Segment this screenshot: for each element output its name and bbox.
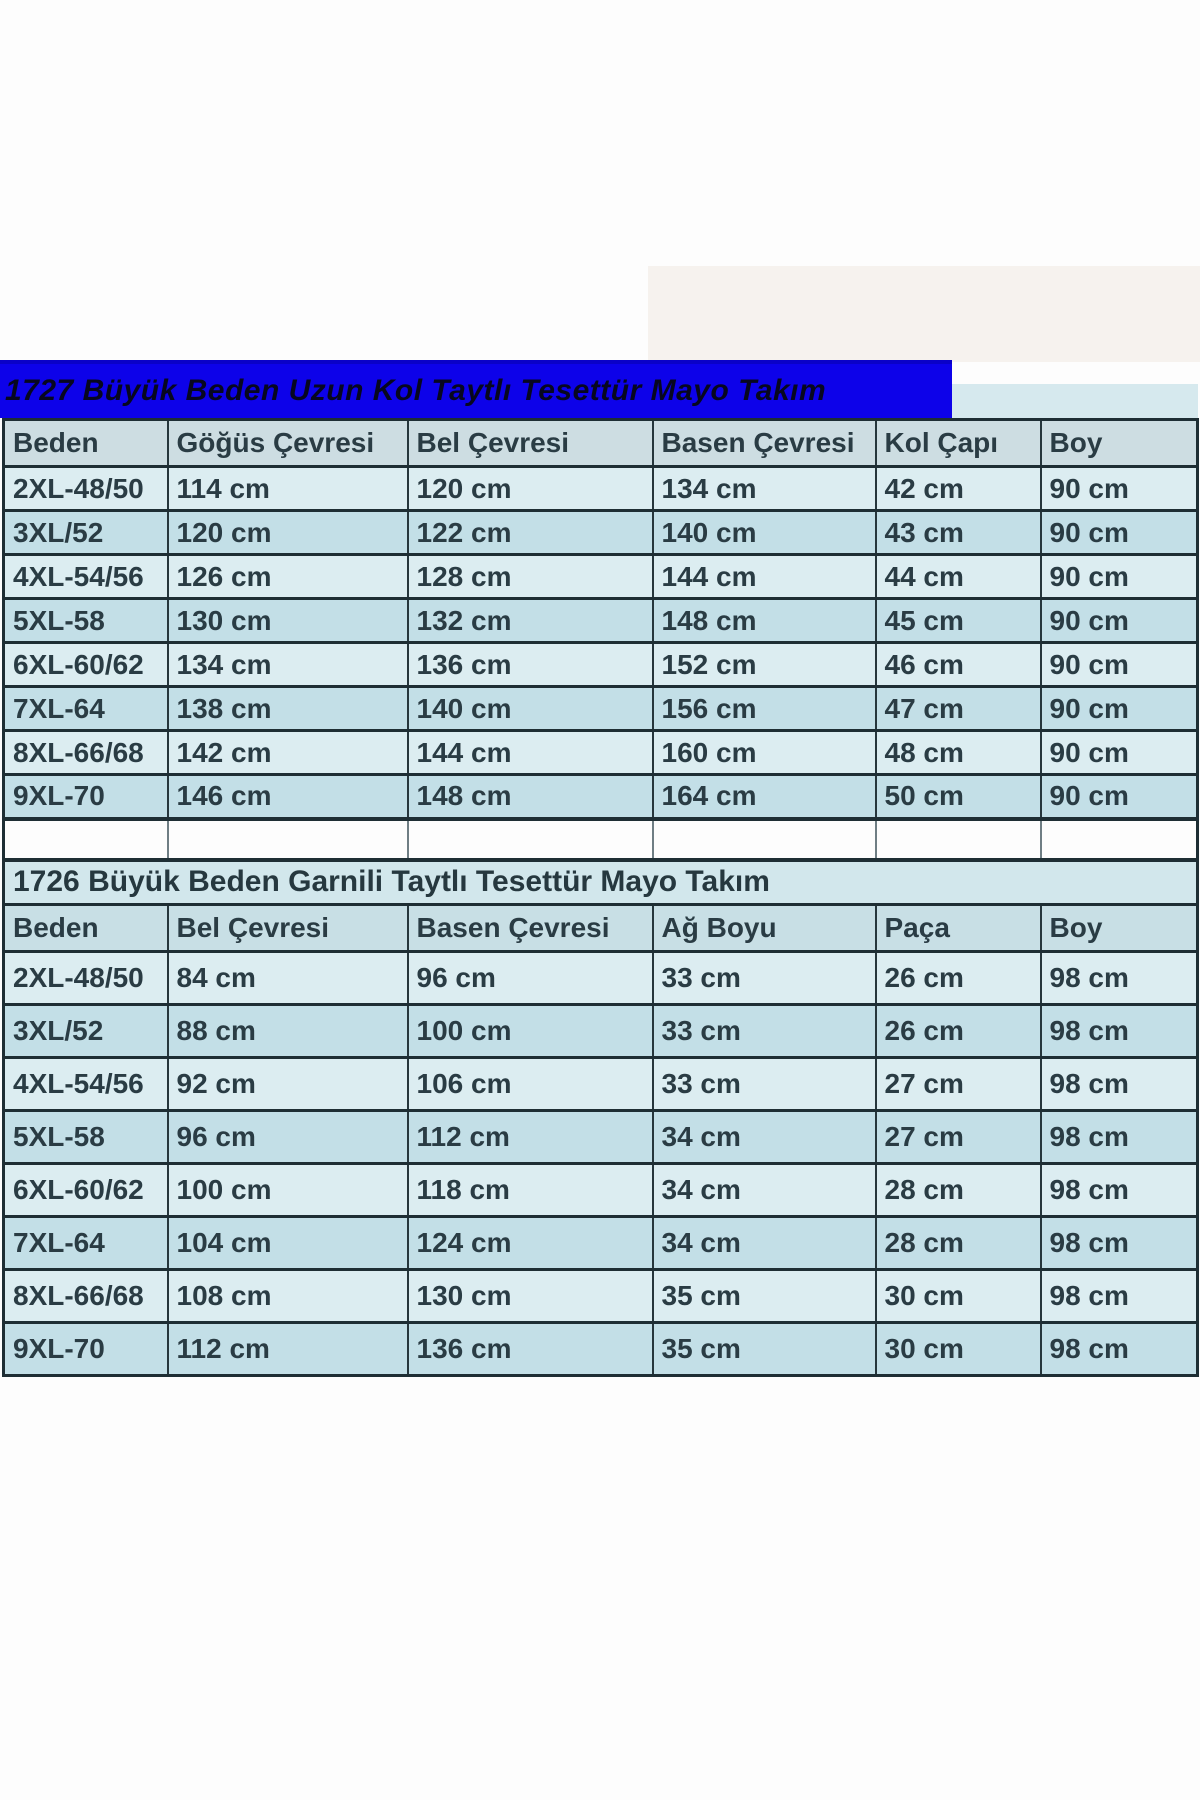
spacer-cell	[653, 819, 876, 860]
measurement-cell: 118 cm	[408, 1164, 653, 1217]
measurement-cell: 34 cm	[653, 1111, 876, 1164]
measurement-cell: 132 cm	[408, 599, 653, 643]
measurement-cell: 138 cm	[168, 687, 408, 731]
table2-row	[4, 952, 1198, 1005]
table2-column-header: Boy	[1041, 905, 1198, 952]
measurement-cell: 148 cm	[408, 775, 653, 819]
measurement-cell: 90 cm	[1041, 599, 1198, 643]
measurement-cell: 152 cm	[653, 643, 876, 687]
measurement-cell: 126 cm	[168, 555, 408, 599]
table2-row	[4, 1058, 1198, 1111]
size-label-cell: 5XL-58	[4, 599, 168, 643]
measurement-cell: 164 cm	[653, 775, 876, 819]
size-label-cell: 4XL-54/56	[4, 1058, 168, 1111]
measurement-cell: 43 cm	[876, 511, 1041, 555]
measurement-cell: 98 cm	[1041, 1217, 1198, 1270]
table1-column-header: Kol Çapı	[876, 420, 1041, 467]
measurement-cell: 140 cm	[408, 687, 653, 731]
measurement-cell: 96 cm	[408, 952, 653, 1005]
table2-title-row	[4, 860, 1198, 905]
table2-title: 1726 Büyük Beden Garnili Taytlı Tesettür Mayo Takım	[4, 860, 1198, 905]
table1-row	[4, 555, 1198, 599]
size-label-cell: 7XL-64	[4, 1217, 168, 1270]
table1-row	[4, 775, 1198, 819]
measurement-cell: 44 cm	[876, 555, 1041, 599]
measurement-cell: 142 cm	[168, 731, 408, 775]
table2-column-header: Bel Çevresi	[168, 905, 408, 952]
size-label-cell: 6XL-60/62	[4, 1164, 168, 1217]
measurement-cell: 160 cm	[653, 731, 876, 775]
spacer-cell	[1041, 819, 1198, 860]
measurement-cell: 90 cm	[1041, 731, 1198, 775]
measurement-cell: 47 cm	[876, 687, 1041, 731]
measurement-cell: 98 cm	[1041, 952, 1198, 1005]
measurement-cell: 84 cm	[168, 952, 408, 1005]
table1-header-row	[4, 420, 1198, 467]
size-label-cell: 9XL-70	[4, 1323, 168, 1376]
measurement-cell: 42 cm	[876, 467, 1041, 511]
measurement-cell: 148 cm	[653, 599, 876, 643]
measurement-cell: 90 cm	[1041, 511, 1198, 555]
table2-column-header: Paça	[876, 905, 1041, 952]
measurement-cell: 120 cm	[168, 511, 408, 555]
measurement-cell: 146 cm	[168, 775, 408, 819]
size-label-cell: 2XL-48/50	[4, 952, 168, 1005]
measurement-cell: 28 cm	[876, 1164, 1041, 1217]
measurement-cell: 120 cm	[408, 467, 653, 511]
measurement-cell: 90 cm	[1041, 555, 1198, 599]
measurement-cell: 100 cm	[408, 1005, 653, 1058]
measurement-cell: 140 cm	[653, 511, 876, 555]
table1-row	[4, 731, 1198, 775]
measurement-cell: 33 cm	[653, 1058, 876, 1111]
table1-column-header: Bel Çevresi	[408, 420, 653, 467]
table1-title-banner	[0, 360, 952, 418]
measurement-cell: 136 cm	[408, 643, 653, 687]
measurement-cell: 108 cm	[168, 1270, 408, 1323]
table2-column-header: Ağ Boyu	[653, 905, 876, 952]
measurement-cell: 128 cm	[408, 555, 653, 599]
measurement-cell: 100 cm	[168, 1164, 408, 1217]
measurement-cell: 33 cm	[653, 952, 876, 1005]
measurement-cell: 35 cm	[653, 1323, 876, 1376]
table2-row	[4, 1111, 1198, 1164]
measurement-cell: 45 cm	[876, 599, 1041, 643]
measurement-cell: 130 cm	[168, 599, 408, 643]
table2-row	[4, 1217, 1198, 1270]
measurement-cell: 134 cm	[168, 643, 408, 687]
measurement-cell: 27 cm	[876, 1058, 1041, 1111]
table2-row	[4, 1164, 1198, 1217]
spacer-cell	[408, 819, 653, 860]
table1-title: 1727 Büyük Beden Uzun Kol Taytlı Tesettür Mayo Takım	[5, 374, 827, 407]
measurement-cell: 35 cm	[653, 1270, 876, 1323]
table1-column-header: Basen Çevresi	[653, 420, 876, 467]
spacer-row	[4, 819, 1198, 860]
measurement-cell: 33 cm	[653, 1005, 876, 1058]
table1-column-header: Beden	[4, 420, 168, 467]
measurement-cell: 98 cm	[1041, 1164, 1198, 1217]
table1-row	[4, 511, 1198, 555]
table2-header-row	[4, 905, 1198, 952]
size-label-cell: 3XL/52	[4, 1005, 168, 1058]
table1-row	[4, 643, 1198, 687]
size-label-cell: 6XL-60/62	[4, 643, 168, 687]
spacer-cell	[4, 819, 168, 860]
measurement-cell: 124 cm	[408, 1217, 653, 1270]
measurement-cell: 90 cm	[1041, 643, 1198, 687]
measurement-cell: 106 cm	[408, 1058, 653, 1111]
measurement-cell: 92 cm	[168, 1058, 408, 1111]
measurement-cell: 90 cm	[1041, 687, 1198, 731]
table2-row	[4, 1005, 1198, 1058]
measurement-cell: 34 cm	[653, 1164, 876, 1217]
measurement-cell: 26 cm	[876, 952, 1041, 1005]
measurement-cell: 98 cm	[1041, 1058, 1198, 1111]
table1-row	[4, 687, 1198, 731]
measurement-cell: 48 cm	[876, 731, 1041, 775]
size-chart-sheet	[0, 360, 1198, 1377]
measurement-cell: 156 cm	[653, 687, 876, 731]
table1-title-side-cell	[952, 384, 1198, 418]
size-label-cell: 7XL-64	[4, 687, 168, 731]
table2-row	[4, 1270, 1198, 1323]
measurement-cell: 114 cm	[168, 467, 408, 511]
size-tables	[2, 418, 1199, 1377]
measurement-cell: 98 cm	[1041, 1270, 1198, 1323]
measurement-cell: 46 cm	[876, 643, 1041, 687]
table1-title-row	[0, 360, 1198, 418]
table2-row	[4, 1323, 1198, 1376]
measurement-cell: 112 cm	[408, 1111, 653, 1164]
measurement-cell: 98 cm	[1041, 1111, 1198, 1164]
measurement-cell: 88 cm	[168, 1005, 408, 1058]
measurement-cell: 30 cm	[876, 1323, 1041, 1376]
table1-row	[4, 467, 1198, 511]
spacer-cell	[876, 819, 1041, 860]
background-tint	[648, 266, 1200, 362]
measurement-cell: 26 cm	[876, 1005, 1041, 1058]
size-label-cell: 3XL/52	[4, 511, 168, 555]
measurement-cell: 144 cm	[408, 731, 653, 775]
measurement-cell: 96 cm	[168, 1111, 408, 1164]
measurement-cell: 90 cm	[1041, 467, 1198, 511]
size-label-cell: 8XL-66/68	[4, 1270, 168, 1323]
measurement-cell: 130 cm	[408, 1270, 653, 1323]
size-label-cell: 4XL-54/56	[4, 555, 168, 599]
measurement-cell: 90 cm	[1041, 775, 1198, 819]
measurement-cell: 98 cm	[1041, 1005, 1198, 1058]
size-label-cell: 5XL-58	[4, 1111, 168, 1164]
measurement-cell: 122 cm	[408, 511, 653, 555]
spacer-cell	[168, 819, 408, 860]
measurement-cell: 50 cm	[876, 775, 1041, 819]
table1-column-header: Boy	[1041, 420, 1198, 467]
table1-row	[4, 599, 1198, 643]
measurement-cell: 98 cm	[1041, 1323, 1198, 1376]
table2-column-header: Basen Çevresi	[408, 905, 653, 952]
measurement-cell: 27 cm	[876, 1111, 1041, 1164]
size-label-cell: 2XL-48/50	[4, 467, 168, 511]
measurement-cell: 30 cm	[876, 1270, 1041, 1323]
measurement-cell: 136 cm	[408, 1323, 653, 1376]
measurement-cell: 134 cm	[653, 467, 876, 511]
measurement-cell: 28 cm	[876, 1217, 1041, 1270]
measurement-cell: 112 cm	[168, 1323, 408, 1376]
measurement-cell: 34 cm	[653, 1217, 876, 1270]
size-label-cell: 8XL-66/68	[4, 731, 168, 775]
table1-column-header: Göğüs Çevresi	[168, 420, 408, 467]
measurement-cell: 104 cm	[168, 1217, 408, 1270]
table2-column-header: Beden	[4, 905, 168, 952]
size-label-cell: 9XL-70	[4, 775, 168, 819]
measurement-cell: 144 cm	[653, 555, 876, 599]
